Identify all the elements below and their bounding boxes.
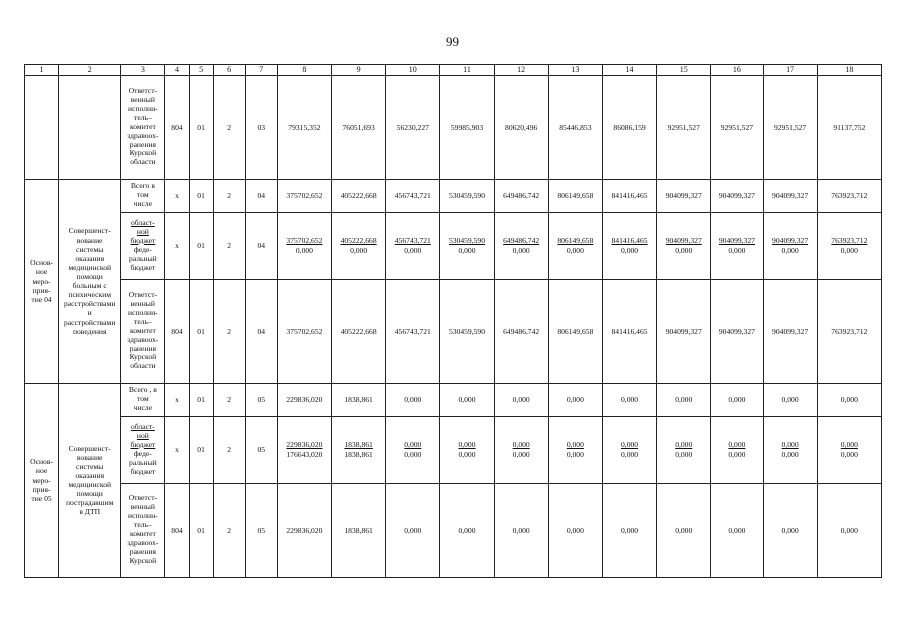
column-header: 6 bbox=[213, 65, 245, 76]
code-cell: 2 bbox=[213, 279, 245, 383]
value-cell: 56230,227 bbox=[386, 75, 440, 179]
source-line: тель– bbox=[134, 316, 152, 326]
value-cell: 649486,742 bbox=[494, 179, 548, 212]
table-row bbox=[25, 416, 882, 483]
code-cell: 2 bbox=[213, 179, 245, 212]
regional-value: 229836,020 bbox=[286, 440, 323, 450]
column-header: 8 bbox=[277, 65, 331, 76]
value-cell: 530459,590 bbox=[440, 179, 494, 212]
code-cell: 04 bbox=[245, 212, 277, 279]
source-line: области bbox=[130, 157, 156, 167]
federal-value: 1838,861 bbox=[344, 449, 373, 459]
value-cell bbox=[602, 212, 656, 279]
value-cell: 0,000 bbox=[763, 383, 817, 416]
value-cell bbox=[494, 212, 548, 279]
code-cell: 804 bbox=[165, 279, 189, 383]
source-cell bbox=[121, 279, 165, 383]
regional-value: 841416,465 bbox=[611, 236, 648, 246]
table-row bbox=[25, 483, 882, 577]
activity-description-cell-line: и bbox=[87, 308, 92, 318]
value-cell: 456743,721 bbox=[386, 279, 440, 383]
value-cell bbox=[817, 212, 881, 279]
table-row bbox=[25, 279, 882, 383]
activity-name-cell-line: прия- bbox=[32, 285, 51, 295]
federal-value: 0,000 bbox=[840, 449, 858, 459]
federal-value: 0,000 bbox=[566, 245, 584, 255]
source-line: здравоох- bbox=[127, 538, 159, 548]
source-line: исполни- bbox=[128, 103, 158, 113]
federal-value: 0,000 bbox=[675, 245, 693, 255]
value-cell: 904099,327 bbox=[657, 279, 711, 383]
source-cell bbox=[121, 416, 165, 483]
value-cell bbox=[440, 416, 494, 483]
value-cell bbox=[277, 212, 331, 279]
federal-value: 0,000 bbox=[350, 245, 368, 255]
value-cell: 1838,861 bbox=[332, 383, 386, 416]
code-cell: 2 bbox=[213, 483, 245, 577]
value-cell: 375702,652 bbox=[277, 179, 331, 212]
value-cell: 904099,327 bbox=[763, 279, 817, 383]
federal-value: 0,000 bbox=[621, 449, 639, 459]
source-line: венный bbox=[130, 94, 155, 104]
code-cell: 2 bbox=[213, 383, 245, 416]
code-cell: x bbox=[165, 416, 189, 483]
value-cell: 92951,527 bbox=[711, 75, 763, 179]
federal-value: 176643,020 bbox=[286, 449, 323, 459]
value-cell: 229836,020 bbox=[277, 483, 331, 577]
value-cell: 0,000 bbox=[602, 383, 656, 416]
regional-value: 530459,590 bbox=[448, 236, 486, 246]
source-line: исполни- bbox=[128, 307, 158, 317]
source-line: Всего в bbox=[130, 181, 155, 191]
value-cell: 375702,652 bbox=[277, 279, 331, 383]
activity-description-cell-line: вование bbox=[76, 452, 103, 462]
activity-description-cell-line: в ДТП bbox=[79, 507, 101, 517]
value-cell: 92951,527 bbox=[657, 75, 711, 179]
code-cell: 01 bbox=[189, 383, 213, 416]
table-row bbox=[25, 179, 882, 212]
activity-description-cell-line: психическим bbox=[68, 290, 112, 300]
regional-value: 0,000 bbox=[512, 440, 530, 450]
value-cell: 841416,465 bbox=[602, 179, 656, 212]
source-line: бюджет bbox=[130, 466, 156, 476]
value-cell: 0,000 bbox=[602, 483, 656, 577]
value-cell bbox=[711, 212, 763, 279]
source-line: здравоох- bbox=[127, 334, 159, 344]
value-cell: 806149,658 bbox=[548, 179, 602, 212]
page-number: 99 bbox=[446, 34, 459, 49]
source-line: комитет bbox=[129, 529, 156, 539]
code-cell: 04 bbox=[245, 179, 277, 212]
regional-value: 405222,668 bbox=[340, 236, 377, 246]
value-cell: 904099,327 bbox=[711, 179, 763, 212]
value-cell bbox=[277, 416, 331, 483]
value-cell bbox=[494, 416, 548, 483]
code-cell: x bbox=[165, 179, 189, 212]
regional-value: 0,000 bbox=[840, 440, 858, 450]
federal-value: 0,000 bbox=[621, 245, 639, 255]
source-line: венный bbox=[130, 298, 155, 308]
code-cell: 03 bbox=[245, 75, 277, 179]
source-line: Ответст- bbox=[128, 289, 158, 299]
activity-name-cell-line: тие 04 bbox=[31, 294, 52, 304]
value-cell: 0,000 bbox=[386, 483, 440, 577]
value-cell: 763923,712 bbox=[817, 279, 881, 383]
federal-value: 0,000 bbox=[512, 449, 530, 459]
activity-description-cell-line: Совершенст- bbox=[68, 226, 111, 236]
value-cell: 456743,721 bbox=[386, 179, 440, 212]
value-cell: 0,000 bbox=[548, 483, 602, 577]
value-cell: 405222,668 bbox=[332, 279, 386, 383]
value-cell: 0,000 bbox=[657, 483, 711, 577]
source-line: том bbox=[137, 394, 149, 404]
regional-value: 649486,742 bbox=[503, 236, 540, 246]
activity-description-cell-line: расстройствами bbox=[64, 299, 116, 309]
code-cell: 05 bbox=[245, 383, 277, 416]
activity-name-cell-line: Основ- bbox=[30, 258, 53, 268]
code-cell: 05 bbox=[245, 416, 277, 483]
activity-name-cell bbox=[25, 75, 59, 179]
value-cell: 763923,712 bbox=[817, 179, 881, 212]
activity-description-cell-line: системы bbox=[76, 244, 104, 254]
table-row bbox=[25, 75, 882, 179]
code-cell: 04 bbox=[245, 279, 277, 383]
value-cell: 530459,590 bbox=[440, 279, 494, 383]
column-header: 9 bbox=[332, 65, 386, 76]
value-cell bbox=[763, 212, 817, 279]
source-line: бюджет bbox=[130, 235, 156, 245]
regional-value: 0,000 bbox=[781, 440, 799, 450]
activity-description-cell-line: помощи bbox=[76, 271, 103, 281]
column-header: 11 bbox=[440, 65, 494, 76]
regional-value: 904099,327 bbox=[772, 236, 809, 246]
activity-name-cell-line: прия- bbox=[32, 484, 51, 494]
activity-description-cell-line: поведения bbox=[72, 326, 107, 336]
source-line: области bbox=[130, 361, 156, 371]
source-line: ранения bbox=[129, 547, 156, 556]
activity-name-cell-line: ное bbox=[35, 466, 48, 476]
activity-name-cell-line: тие 05 bbox=[31, 493, 52, 503]
value-cell bbox=[386, 416, 440, 483]
source-line: феде- bbox=[133, 244, 152, 254]
table-row bbox=[25, 383, 882, 416]
value-cell: 0,000 bbox=[817, 383, 881, 416]
code-cell: 2 bbox=[213, 212, 245, 279]
federal-value: 0,000 bbox=[512, 245, 530, 255]
value-cell: 0,000 bbox=[657, 383, 711, 416]
federal-value: 0,000 bbox=[675, 449, 693, 459]
source-line: ранения bbox=[129, 343, 156, 353]
regional-value: 763923,712 bbox=[831, 236, 868, 246]
source-line: здравоох- bbox=[127, 130, 159, 140]
activity-description-cell-line: больным с bbox=[72, 281, 107, 291]
activity-description-cell-line: медицинской bbox=[68, 262, 112, 272]
activity-name-cell bbox=[25, 179, 59, 383]
federal-value: 0,000 bbox=[295, 245, 313, 255]
value-cell: 229836,020 bbox=[277, 383, 331, 416]
source-cell bbox=[121, 179, 165, 212]
regional-value: 0,000 bbox=[675, 440, 693, 450]
value-cell: 86086,159 bbox=[602, 75, 656, 179]
source-line: Курской bbox=[129, 148, 157, 158]
value-cell bbox=[602, 416, 656, 483]
regional-value: 904099,327 bbox=[718, 236, 755, 246]
source-line: бюджет bbox=[130, 439, 156, 449]
activity-description-cell-line: пострадавшим bbox=[65, 498, 114, 508]
value-cell: 806149,658 bbox=[548, 279, 602, 383]
federal-value: 0,000 bbox=[728, 449, 746, 459]
source-line: Всего , в bbox=[128, 385, 157, 395]
value-cell bbox=[817, 416, 881, 483]
federal-value: 0,000 bbox=[404, 449, 422, 459]
value-cell: 59985,903 bbox=[440, 75, 494, 179]
source-cell bbox=[121, 75, 165, 179]
value-cell bbox=[657, 416, 711, 483]
header-row bbox=[25, 65, 882, 76]
source-line: венный bbox=[130, 502, 155, 512]
activity-description-cell-line: оказания bbox=[75, 470, 105, 480]
source-line: числе bbox=[133, 199, 153, 209]
code-cell: 804 bbox=[165, 483, 189, 577]
activity-description-cell-line: медицинской bbox=[68, 480, 112, 490]
source-line: Ответст- bbox=[128, 85, 158, 95]
code-cell: 2 bbox=[213, 416, 245, 483]
source-line: ной bbox=[136, 430, 149, 440]
value-cell: 904099,327 bbox=[763, 179, 817, 212]
value-cell bbox=[440, 212, 494, 279]
value-cell: 79315,352 bbox=[277, 75, 331, 179]
source-line: ранения bbox=[129, 139, 156, 149]
activity-description-cell bbox=[59, 179, 121, 383]
source-line: комитет bbox=[129, 121, 156, 131]
value-cell: 904099,327 bbox=[711, 279, 763, 383]
source-line: Ответст- bbox=[128, 493, 158, 503]
federal-value: 0,000 bbox=[404, 245, 422, 255]
activity-description-cell bbox=[59, 75, 121, 179]
source-line: бюджет bbox=[130, 262, 156, 272]
federal-value: 0,000 bbox=[781, 449, 799, 459]
value-cell bbox=[763, 416, 817, 483]
code-cell: 01 bbox=[189, 416, 213, 483]
source-line: том bbox=[137, 190, 149, 200]
code-cell: 01 bbox=[189, 483, 213, 577]
regional-value: 375702,652 bbox=[286, 236, 323, 246]
activity-name-cell-line: меро- bbox=[32, 475, 51, 485]
source-line: област- bbox=[130, 217, 155, 227]
activity-description-cell-line: Совершенст- bbox=[68, 443, 111, 453]
value-cell: 92951,527 bbox=[763, 75, 817, 179]
value-cell: 91137,752 bbox=[817, 75, 881, 179]
value-cell: 0,000 bbox=[817, 483, 881, 577]
activity-name-cell-line: меро- bbox=[32, 276, 51, 286]
column-header: 3 bbox=[121, 65, 165, 76]
source-line: комитет bbox=[129, 325, 156, 335]
federal-value: 0,000 bbox=[458, 449, 476, 459]
code-cell: 804 bbox=[165, 75, 189, 179]
value-cell: 0,000 bbox=[711, 383, 763, 416]
column-header: 13 bbox=[548, 65, 602, 76]
value-cell bbox=[711, 416, 763, 483]
value-cell: 0,000 bbox=[711, 483, 763, 577]
value-cell bbox=[548, 416, 602, 483]
code-cell: x bbox=[165, 383, 189, 416]
value-cell: 0,000 bbox=[548, 383, 602, 416]
column-header: 7 bbox=[245, 65, 277, 76]
column-header: 2 bbox=[59, 65, 121, 76]
value-cell: 0,000 bbox=[494, 483, 548, 577]
source-line: феде- bbox=[133, 448, 152, 458]
regional-value: 1838,861 bbox=[344, 440, 373, 450]
code-cell: 05 bbox=[245, 483, 277, 577]
source-line: ральный bbox=[129, 457, 157, 467]
column-header: 5 bbox=[189, 65, 213, 76]
code-cell: x bbox=[165, 212, 189, 279]
column-header: 12 bbox=[494, 65, 548, 76]
source-line: ральный bbox=[129, 253, 157, 263]
value-cell bbox=[332, 416, 386, 483]
activity-name-cell bbox=[25, 383, 59, 577]
value-cell: 80620,496 bbox=[494, 75, 548, 179]
activity-description-cell-line: расстройствами bbox=[64, 317, 116, 327]
source-cell bbox=[121, 212, 165, 279]
regional-value: 0,000 bbox=[566, 440, 584, 450]
source-cell bbox=[121, 383, 165, 416]
activity-description-cell-line: вование bbox=[76, 235, 103, 245]
code-cell: 01 bbox=[189, 75, 213, 179]
value-cell bbox=[332, 212, 386, 279]
regional-value: 456743,721 bbox=[394, 236, 431, 246]
activity-name-cell-line: ное bbox=[35, 267, 48, 277]
regional-value: 806149,658 bbox=[557, 236, 594, 246]
federal-value: 0,000 bbox=[566, 449, 584, 459]
value-cell: 405222,668 bbox=[332, 179, 386, 212]
value-cell bbox=[548, 212, 602, 279]
source-line: Курской bbox=[129, 555, 157, 565]
column-header: 4 bbox=[165, 65, 189, 76]
code-cell: 01 bbox=[189, 212, 213, 279]
value-cell: 0,000 bbox=[386, 383, 440, 416]
column-header: 16 bbox=[711, 65, 763, 76]
regional-value: 0,000 bbox=[621, 440, 639, 450]
column-header: 17 bbox=[763, 65, 817, 76]
value-cell: 0,000 bbox=[763, 483, 817, 577]
value-cell: 0,000 bbox=[440, 383, 494, 416]
column-header: 1 bbox=[25, 65, 59, 76]
code-cell: 01 bbox=[189, 179, 213, 212]
table-row bbox=[25, 212, 882, 279]
federal-value: 0,000 bbox=[458, 245, 476, 255]
activity-description-cell-line: оказания bbox=[75, 253, 105, 263]
federal-value: 0,000 bbox=[840, 245, 858, 255]
value-cell: 0,000 bbox=[440, 483, 494, 577]
value-cell: 649486,742 bbox=[494, 279, 548, 383]
regional-value: 0,000 bbox=[728, 440, 746, 450]
code-cell: 2 bbox=[213, 75, 245, 179]
value-cell: 904099,327 bbox=[657, 179, 711, 212]
column-header: 18 bbox=[817, 65, 881, 76]
regional-value: 0,000 bbox=[458, 440, 476, 450]
source-line: тель– bbox=[134, 112, 152, 122]
value-cell bbox=[386, 212, 440, 279]
regional-value: 904099,327 bbox=[665, 236, 702, 246]
value-cell: 841416,465 bbox=[602, 279, 656, 383]
column-header: 10 bbox=[386, 65, 440, 76]
value-cell: 85446,853 bbox=[548, 75, 602, 179]
value-cell: 1838,861 bbox=[332, 483, 386, 577]
source-line: Курской bbox=[129, 352, 157, 362]
column-header: 15 bbox=[657, 65, 711, 76]
source-cell bbox=[121, 483, 165, 577]
source-line: тель– bbox=[134, 520, 152, 530]
code-cell: 01 bbox=[189, 279, 213, 383]
budget-table bbox=[24, 64, 882, 578]
source-line: област- bbox=[130, 421, 155, 431]
regional-value: 0,000 bbox=[404, 440, 422, 450]
value-cell bbox=[657, 212, 711, 279]
activity-description-cell bbox=[59, 383, 121, 577]
value-cell: 76051,693 bbox=[332, 75, 386, 179]
activity-description-cell-line: системы bbox=[76, 461, 104, 471]
source-line: ной bbox=[136, 226, 149, 236]
column-header: 14 bbox=[602, 65, 656, 76]
activity-description-cell-line: помощи bbox=[76, 489, 103, 499]
activity-name-cell-line: Основ- bbox=[30, 457, 53, 467]
federal-value: 0,000 bbox=[728, 245, 746, 255]
source-line: исполни- bbox=[128, 511, 158, 521]
source-line: числе bbox=[133, 403, 153, 413]
federal-value: 0,000 bbox=[781, 245, 799, 255]
value-cell: 0,000 bbox=[494, 383, 548, 416]
